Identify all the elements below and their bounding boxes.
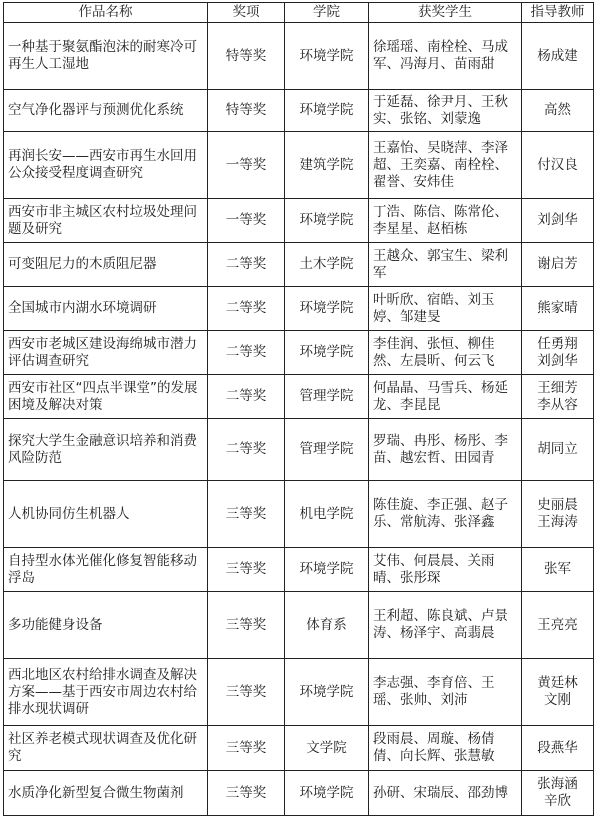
header-award: 奖项	[208, 3, 285, 23]
table-row	[4, 481, 594, 548]
cell-award: 三等奖	[208, 548, 285, 592]
cell-title: 空气净化器评与预测优化系统	[4, 90, 208, 132]
cell-advisor: 谢启芳	[522, 243, 594, 287]
header-students: 获奖学生	[369, 3, 522, 23]
cell-students: 何晶晶、马雪兵、杨延龙、李昆昆	[369, 375, 522, 419]
cell-title: 水质净化新型复合微生物菌剂	[4, 771, 208, 816]
cell-students: 李志强、李育倍、王瑶、张帅、刘沛	[369, 659, 522, 726]
cell-award: 二等奖	[208, 287, 285, 331]
table-row	[4, 132, 594, 199]
cell-advisor: 胡同立	[522, 419, 594, 481]
cell-title: 多功能健身设备	[4, 592, 208, 659]
cell-students: 陈佳旋、李正强、赵子乐、常航涛、张泽鑫	[369, 481, 522, 548]
cell-title: 人机协同仿生机器人	[4, 481, 208, 548]
cell-advisor: 张海涵 辛欣	[522, 771, 594, 816]
cell-students: 于延磊、徐尹月、王秋实、张铭、刘蒙逸	[369, 90, 522, 132]
cell-advisor: 杨成建	[522, 23, 594, 90]
cell-students: 艾伟、何晨晨、关雨晴、张彤琛	[369, 548, 522, 592]
cell-title: 社区养老模式现状调查及优化研究	[4, 726, 208, 771]
cell-college: 机电学院	[285, 481, 369, 548]
cell-award: 三等奖	[208, 771, 285, 816]
cell-advisor: 张军	[522, 548, 594, 592]
table-row	[4, 23, 594, 90]
table-row	[4, 548, 594, 592]
cell-college: 文学院	[285, 726, 369, 771]
cell-title: 西安市非主城区农村垃圾处理问题及研究	[4, 199, 208, 243]
cell-college: 建筑学院	[285, 132, 369, 199]
cell-students: 李佳润、张恒、柳佳然、左晨昕、何云飞	[369, 331, 522, 375]
table-row	[4, 331, 594, 375]
cell-advisor: 王亮亮	[522, 592, 594, 659]
table-row	[4, 726, 594, 771]
table-row	[4, 199, 594, 243]
table-row	[4, 90, 594, 132]
cell-advisor: 熊家晴	[522, 287, 594, 331]
header-row	[4, 3, 594, 23]
cell-title: 自持型水体光催化修复智能移动浮岛	[4, 548, 208, 592]
cell-award: 二等奖	[208, 331, 285, 375]
cell-advisor: 任勇翔 刘剑华	[522, 331, 594, 375]
cell-college: 环境学院	[285, 548, 369, 592]
cell-students: 王利超、陈良斌、卢景涛、杨泽宇、高翡晨	[369, 592, 522, 659]
table-row	[4, 419, 594, 481]
cell-college: 土木学院	[285, 243, 369, 287]
header-college: 学院	[285, 3, 369, 23]
cell-college: 环境学院	[285, 771, 369, 816]
cell-award: 三等奖	[208, 592, 285, 659]
cell-students: 罗瑞、冉彤、杨彤、李苗、越宏哲、田园青	[369, 419, 522, 481]
cell-college: 管理学院	[285, 375, 369, 419]
cell-students: 段雨晨、周璇、杨倩倩、向长辉、张慧敏	[369, 726, 522, 771]
cell-award: 二等奖	[208, 375, 285, 419]
cell-title: 西安市社区“四点半课堂”的发展困境及解决对策	[4, 375, 208, 419]
cell-title: 再润长安——西安市再生水回用公众接受程度调查研究	[4, 132, 208, 199]
cell-title: 探究大学生金融意识培养和消费风险防范	[4, 419, 208, 481]
cell-advisor: 王细芳 李从容	[522, 375, 594, 419]
cell-college: 环境学院	[285, 199, 369, 243]
cell-title: 全国城市内湖水环境调研	[4, 287, 208, 331]
cell-students: 叶昕欣、宿皓、刘玉婷、邹建旻	[369, 287, 522, 331]
cell-title: 西北地区农村给排水调查及解决方案——基于西安市周边农村给排水现状调研	[4, 659, 208, 726]
cell-advisor: 段燕华	[522, 726, 594, 771]
cell-award: 特等奖	[208, 90, 285, 132]
header-advisor: 指导教师	[522, 3, 594, 23]
cell-award: 二等奖	[208, 243, 285, 287]
cell-college: 环境学院	[285, 659, 369, 726]
cell-title: 一种基于聚氨酯泡沫的耐寒冷可再生人工湿地	[4, 23, 208, 90]
cell-award: 一等奖	[208, 132, 285, 199]
cell-advisor: 史丽晨 王海涛	[522, 481, 594, 548]
cell-advisor: 高然	[522, 90, 594, 132]
cell-award: 二等奖	[208, 419, 285, 481]
cell-college: 体育系	[285, 592, 369, 659]
table-row	[4, 243, 594, 287]
cell-award: 三等奖	[208, 659, 285, 726]
cell-college: 环境学院	[285, 90, 369, 132]
cell-students: 徐瑶瑶、南栓栓、马成军、冯海月、苗雨甜	[369, 23, 522, 90]
cell-title: 西安市老城区建设海绵城市潜力评估调查研究	[4, 331, 208, 375]
cell-college: 环境学院	[285, 23, 369, 90]
cell-college: 管理学院	[285, 419, 369, 481]
cell-advisor: 刘剑华	[522, 199, 594, 243]
cell-college: 环境学院	[285, 331, 369, 375]
cell-students: 丁浩、陈信、陈常伦、李星星、赵栢栋	[369, 199, 522, 243]
table-row	[4, 375, 594, 419]
header-title: 作品名称	[4, 3, 208, 23]
cell-students: 孙研、宋瑞辰、邵劲博	[369, 771, 522, 816]
cell-award: 三等奖	[208, 481, 285, 548]
table-row	[4, 659, 594, 726]
table-row	[4, 287, 594, 331]
cell-college: 环境学院	[285, 287, 369, 331]
cell-title: 可变阻尼力的木质阻尼器	[4, 243, 208, 287]
cell-award: 特等奖	[208, 23, 285, 90]
awards-table	[3, 2, 594, 816]
table-row	[4, 771, 594, 816]
cell-students: 王越众、郭宝生、梁利军	[369, 243, 522, 287]
cell-award: 一等奖	[208, 199, 285, 243]
cell-advisor: 付汉良	[522, 132, 594, 199]
cell-advisor: 黄廷林 文刚	[522, 659, 594, 726]
table-row	[4, 592, 594, 659]
cell-award: 三等奖	[208, 726, 285, 771]
cell-students: 王嘉怡、吴晓萍、李泽超、王奕嘉、南栓栓、翟誉、安炜佳	[369, 132, 522, 199]
